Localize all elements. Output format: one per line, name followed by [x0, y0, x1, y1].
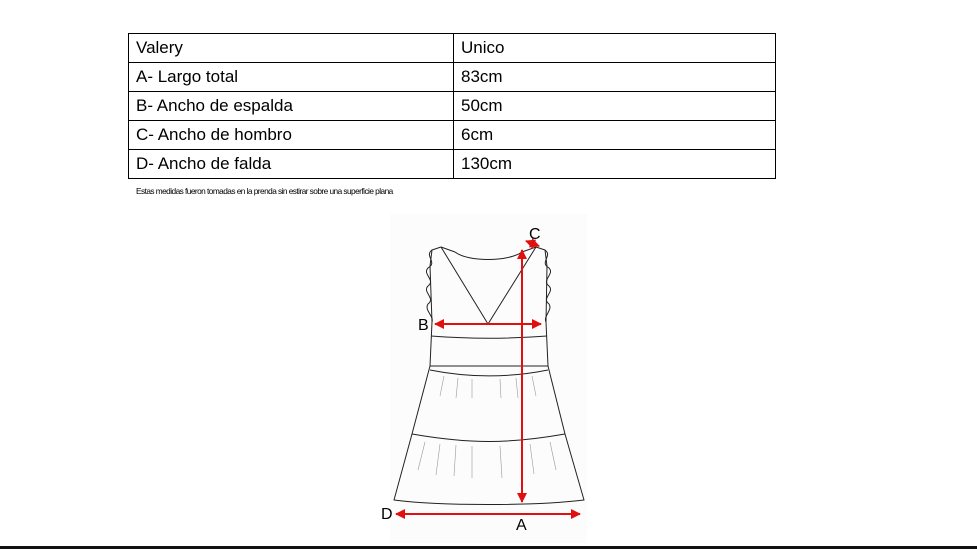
label-b: B [418, 317, 429, 334]
measurement-note: Estas medidas fueron tomadas en la prenda sin estirar sobre una superficie plana [136, 186, 393, 196]
measure-label-cell: A- Largo total [129, 63, 454, 92]
measure-value-cell: 6cm [454, 121, 776, 150]
label-d: D [381, 506, 393, 523]
label-c: C [529, 226, 541, 243]
measurement-lines [396, 241, 580, 514]
measure-label-cell: D- Ancho de falda [129, 150, 454, 179]
size-value-cell: Unico [454, 34, 776, 63]
measure-label-cell: C- Ancho de hombro [129, 121, 454, 150]
label-a: A [516, 517, 527, 534]
measure-value-cell: 83cm [454, 63, 776, 92]
measure-value-cell: 130cm [454, 150, 776, 179]
measure-value-cell: 50cm [454, 92, 776, 121]
measure-label-cell: B- Ancho de espalda [129, 92, 454, 121]
size-label-cell: Valery [129, 34, 454, 63]
dress-outline [394, 247, 584, 505]
